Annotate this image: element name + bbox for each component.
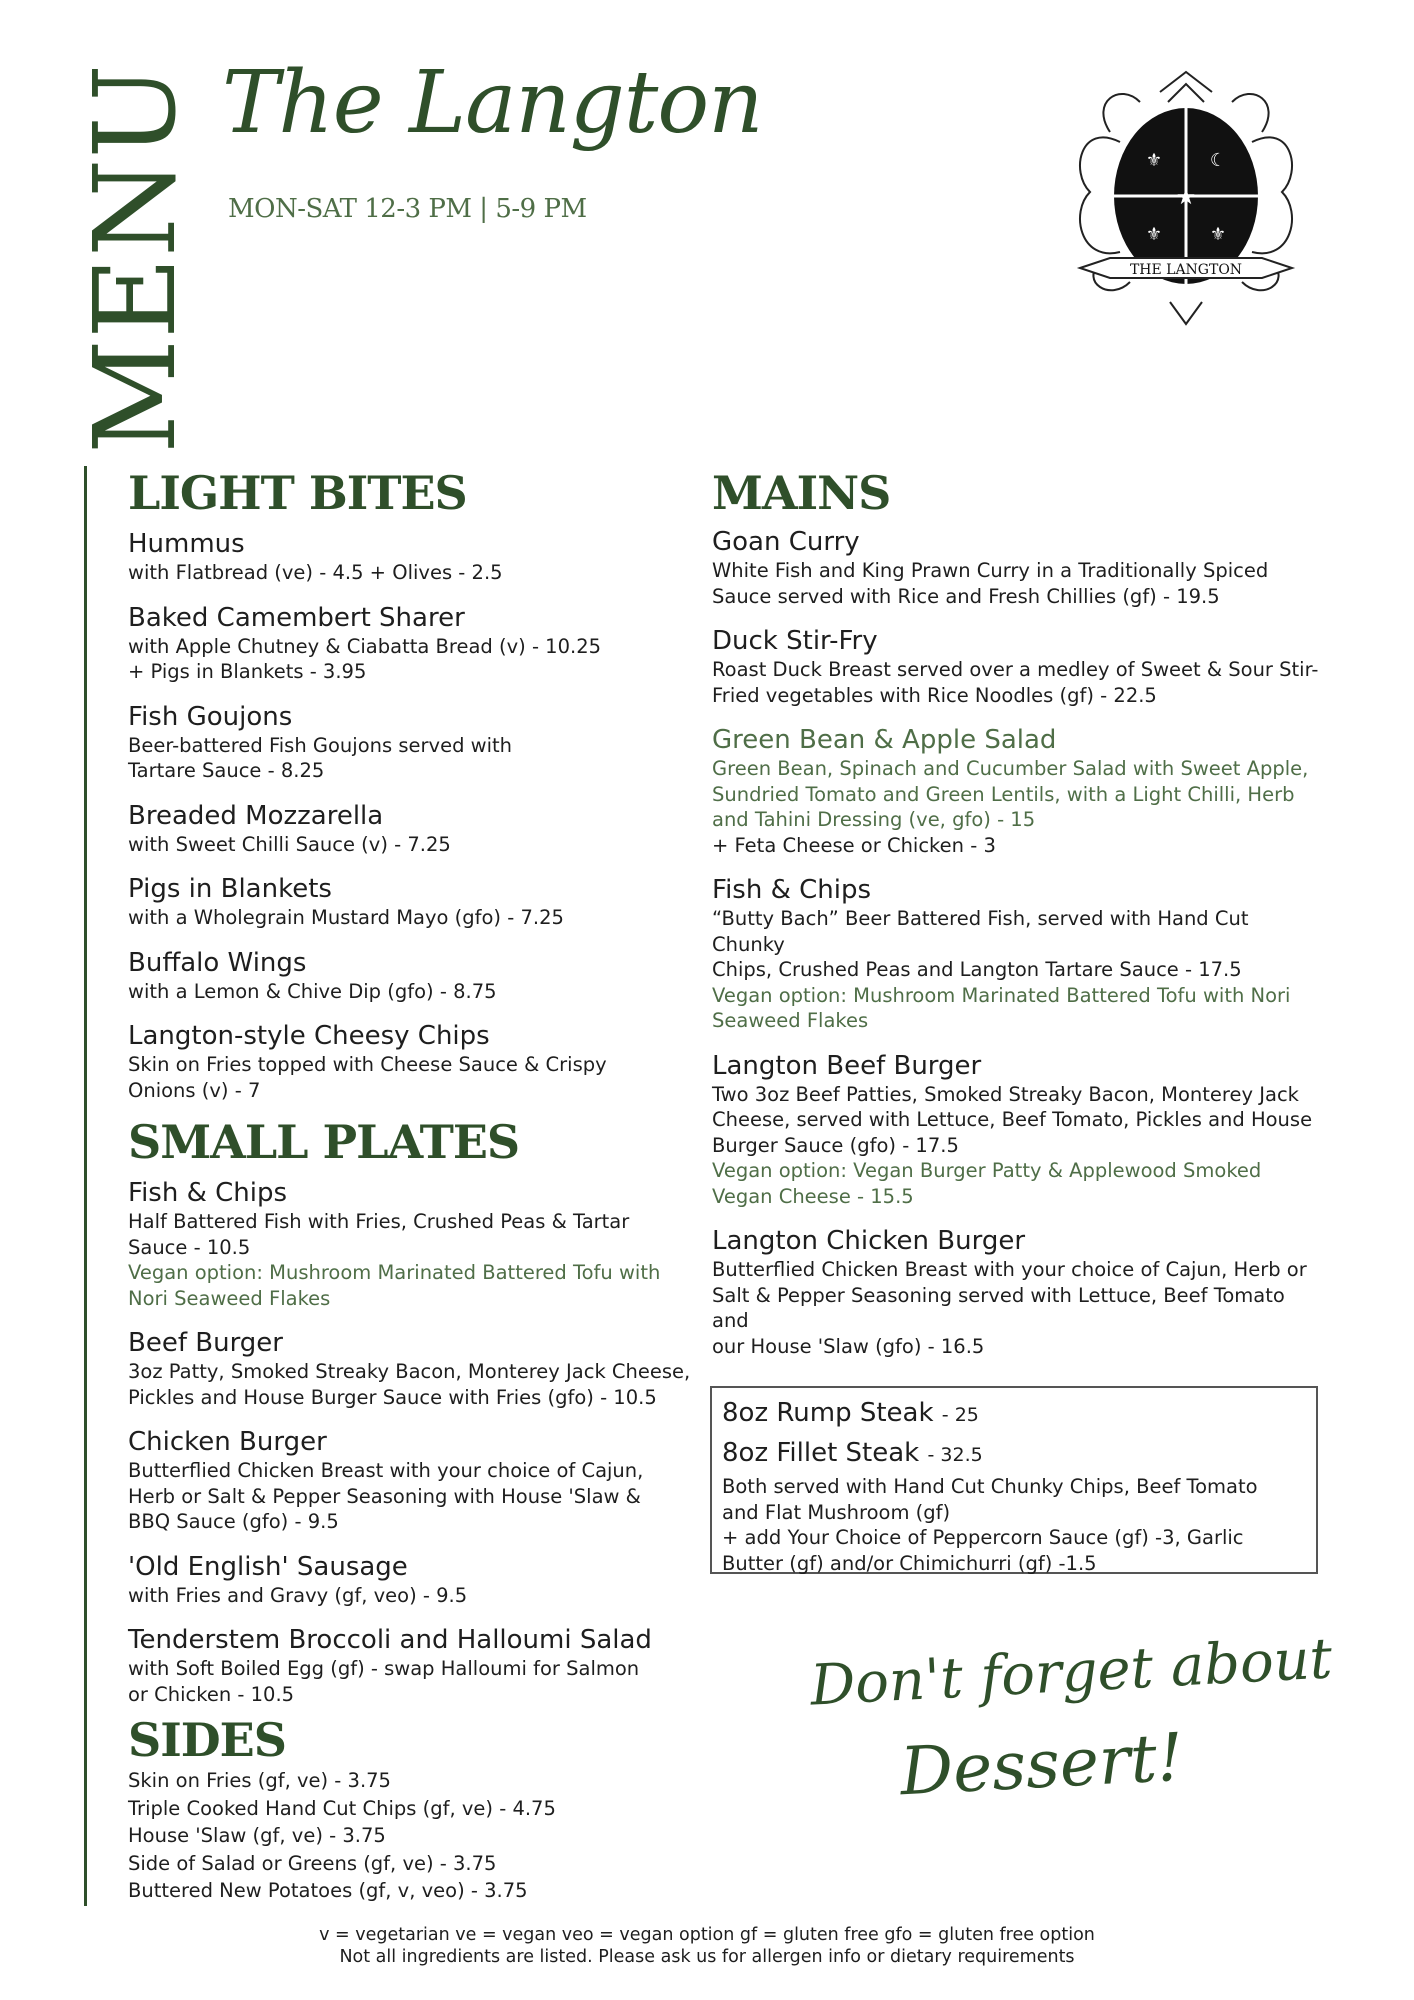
small-plates-list [128, 1177, 698, 1707]
menu-item [128, 1426, 698, 1535]
menu-item [128, 873, 698, 931]
menu-item-desc: and Tahini Dressing (ve, gfo) - 15 [712, 808, 1036, 831]
light-bites-list [128, 528, 698, 1103]
opening-hours: MON-SAT 12-3 PM | 5-9 PM [228, 194, 587, 224]
dietary-legend: v = vegetarian ve = vegan veo = vegan option gf = gluten free gfo = gluten free option [319, 1925, 1095, 1945]
crest-label: THE LANGTON [1129, 262, 1243, 278]
right-column [712, 466, 1324, 1375]
menu-item-desc: + Pigs in Blankets - 3.95 [128, 660, 367, 683]
brand-name: The Langton [222, 53, 763, 153]
svg-text:⚜: ⚜ [1145, 224, 1163, 245]
allergen-note: Not all ingredients are listed. Please ask us for allergen info or dietary requirements [339, 1947, 1075, 1967]
menu-item-desc: White Fish and King Prawn Curry in a Traditionally Spiced [712, 559, 1269, 582]
menu-item-desc: with a Wholegrain Mustard Mayo (gfo) - 7.25 [128, 906, 564, 929]
menu-item-desc: or Chicken - 10.5 [128, 1682, 295, 1706]
menu-item-desc: Fried vegetables with Rice Noodles (gf) - 22.5 [712, 683, 1157, 707]
svg-text:MENU: MENU [71, 65, 201, 454]
menu-item-desc: our House 'Slaw (gfo) - 16.5 [712, 1334, 985, 1358]
menu-item [128, 528, 698, 586]
menu-item-desc: with Soft Boiled Egg (gf) - swap Halloumi for Salmon [128, 1657, 640, 1680]
vegan-option: Vegan Cheese - 15.5 [712, 1184, 914, 1208]
menu-item [128, 701, 698, 784]
menu-item-desc: Beer-battered Fish Goujons served with [128, 733, 513, 757]
menu-item [128, 1624, 698, 1707]
menu-item-name: Beef Burger [128, 1328, 283, 1358]
rump-steak [722, 1394, 1306, 1434]
menu-item [128, 1177, 698, 1311]
menu-item-desc: Two 3oz Beef Patties, Smoked Streaky Bacon, Monterey Jack [712, 1082, 1299, 1106]
menu-item-name: Duck Stir-Fry [712, 626, 878, 656]
menu-item-name: Langton Beef Burger [712, 1050, 982, 1081]
menu-item-name: Green Bean & Apple Salad [712, 725, 1057, 755]
rump-steak-price: - 25 [941, 1404, 979, 1426]
menu-item-desc: Green Bean, Spinach and Cucumber Salad with Sweet Apple, [712, 757, 1309, 780]
menu-item-desc: Salt & Pepper Seasoning served with Lettuce, Beef Tomato and [712, 1283, 1285, 1332]
menu-item-desc: with a Lemon & Chive Dip (gfo) - 8.75 [128, 979, 497, 1003]
menu-item-desc: Roast Duck Breast served over a medley of Sweet & Sour Stir- [712, 658, 1319, 681]
menu-item-desc: 3oz Patty, Smoked Streaky Bacon, Monterey Jack Cheese, [128, 1360, 691, 1383]
small-plates-heading: SMALL PLATES [128, 1115, 520, 1169]
menu-item-extra: + Feta Cheese or Chicken - 3 [712, 833, 996, 857]
menu-item-desc: Burger Sauce (gfo) - 17.5 [712, 1133, 959, 1157]
menu-item-name: Fish & Chips [128, 1178, 288, 1208]
footer [0, 1924, 1414, 1968]
fillet-steak-price: - 32.5 [927, 1444, 983, 1466]
menu-item [128, 602, 698, 685]
menu-item-desc: Onions (v) - 7 [128, 1078, 261, 1102]
menu-item [712, 724, 1324, 858]
dessert-line-1: Don't forget about [808, 1626, 1334, 1719]
menu-item-desc: Herb or Salt & Pepper Seasoning with House 'Slaw & [128, 1484, 641, 1508]
menu-item [128, 1327, 698, 1410]
menu-item-desc: Sundried Tomato and Green Lentils, with a Light Chilli, Herb [712, 782, 1295, 806]
vegan-option: Vegan option: Mushroom Marinated Battered Tofu with [128, 1261, 661, 1284]
menu-item-desc: Skin on Fries topped with Cheese Sauce & Crispy [128, 1053, 607, 1076]
menu-item-name: Fish Goujons [128, 701, 293, 732]
vegan-option: Vegan option: Mushroom Marinated Battered Tofu with Nori [712, 983, 1291, 1007]
menu-item-desc: Butterflied Chicken Breast with your choice of Cajun, Herb or [712, 1258, 1307, 1281]
menu-item-desc: Butterflied Chicken Breast with your choice of Cajun, [128, 1459, 644, 1482]
dessert-line-2: Dessert! [898, 1718, 1186, 1811]
menu-item [128, 1551, 698, 1609]
menu-item [128, 1020, 698, 1103]
vegan-option: Vegan option: Vegan Burger Patty & Applewood Smoked [712, 1159, 1262, 1182]
menu-item [712, 874, 1324, 1034]
menu-item-desc: with Apple Chutney & Ciabatta Bread (v) - 10.25 [128, 634, 602, 658]
menu-item-name: Hummus [128, 529, 245, 559]
vertical-rule [84, 466, 87, 1906]
sides-list [128, 1767, 698, 1905]
menu-item-name: Pigs in Blankets [128, 874, 332, 904]
menu-item-desc: “Butty Bach” Beer Battered Fish, served with Hand Cut Chunky [712, 907, 1249, 956]
side-item: Skin on Fries (gf, ve) - 3.75 [128, 1769, 391, 1792]
steak-desc-1: Both served with Hand Cut Chunky Chips, Beef Tomato [722, 1475, 1258, 1498]
steak-desc-4: Butter (gf) and/or Chimichurri (gf) -1.5 [722, 1551, 1097, 1575]
steak-box [710, 1386, 1318, 1574]
crest-icon [1050, 62, 1322, 332]
menu-vertical-title [71, 62, 201, 454]
menu-item-name: Langton Chicken Burger [712, 1226, 1026, 1256]
sides-heading: SIDES [128, 1713, 286, 1767]
menu-item-name: Breaded Mozzarella [128, 800, 384, 831]
menu-item [712, 1050, 1324, 1210]
svg-text:⚜: ⚜ [1209, 224, 1227, 245]
fillet-steak [722, 1434, 1306, 1474]
menu-item-name: Baked Camembert Sharer [128, 602, 465, 633]
menu-item [128, 800, 698, 858]
svg-text:★: ★ [1176, 185, 1196, 210]
menu-item-desc: Pickles and House Burger Sauce with Fries (gfo) - 10.5 [128, 1385, 657, 1409]
menu-item-name: Langton-style Cheesy Chips [128, 1021, 490, 1051]
menu-item-name: 'Old English' Sausage [128, 1551, 408, 1582]
menu-item-name: Chicken Burger [128, 1427, 327, 1457]
menu-item-desc: with Flatbread (ve) - 4.5 + Olives - 2.5 [128, 561, 503, 584]
crest-logo [1050, 62, 1322, 332]
menu-item-desc: Sauce served with Rice and Fresh Chillies (gf) - 19.5 [712, 584, 1220, 608]
menu-item [128, 947, 698, 1005]
mains-list [712, 526, 1324, 1359]
mains-heading: MAINS [712, 466, 891, 520]
vegan-option: Nori Seaweed Flakes [128, 1286, 331, 1310]
menu-item-desc: with Fries and Gravy (gf, veo) - 9.5 [128, 1583, 468, 1607]
light-bites-heading: LIGHT BITES [128, 466, 467, 520]
menu-item-name: Fish & Chips [712, 875, 872, 905]
menu-item-desc: Chips, Crushed Peas and Langton Tartare Sauce - 17.5 [712, 958, 1242, 981]
menu-title-svg [71, 62, 201, 454]
svg-text:⚜: ⚜ [1145, 150, 1163, 171]
side-item: Triple Cooked Hand Cut Chips (gf, ve) - 4.75 [128, 1796, 556, 1820]
menu-item-desc: Half Battered Fish with Fries, Crushed Peas & Tartar [128, 1210, 630, 1233]
svg-text:☾: ☾ [1209, 150, 1227, 171]
steak-desc-2: and Flat Mushroom (gf) [722, 1500, 951, 1524]
menu-item-desc: BBQ Sauce (gfo) - 9.5 [128, 1510, 339, 1533]
menu-item-name: Buffalo Wings [128, 947, 307, 978]
menu-item-name: Goan Curry [712, 527, 860, 557]
side-item: Buttered New Potatoes (gf, v, veo) - 3.75 [128, 1879, 528, 1902]
menu-item [712, 1225, 1324, 1359]
menu-item [712, 625, 1324, 708]
dessert-reminder [808, 1626, 1334, 1840]
menu-item-desc: with Sweet Chilli Sauce (v) - 7.25 [128, 832, 451, 856]
steak-desc-3: + add Your Choice of Peppercorn Sauce (gf) -3, Garlic [722, 1526, 1244, 1549]
menu-item-name: Tenderstem Broccoli and Halloumi Salad [128, 1625, 652, 1655]
fillet-steak-name: 8oz Fillet Steak [722, 1438, 920, 1468]
menu-item [712, 526, 1324, 609]
menu-item-desc: Tartare Sauce - 8.25 [128, 759, 325, 782]
vegan-option: Seaweed Flakes [712, 1009, 869, 1032]
menu-item-desc: Sauce - 10.5 [128, 1235, 251, 1259]
menu-item-desc: Cheese, served with Lettuce, Beef Tomato, Pickles and House [712, 1108, 1313, 1131]
side-item: House 'Slaw (gf, ve) - 3.75 [128, 1824, 386, 1847]
rump-steak-name: 8oz Rump Steak [722, 1398, 934, 1428]
left-column [128, 466, 698, 1905]
side-item: Side of Salad or Greens (gf, ve) - 3.75 [128, 1851, 497, 1875]
